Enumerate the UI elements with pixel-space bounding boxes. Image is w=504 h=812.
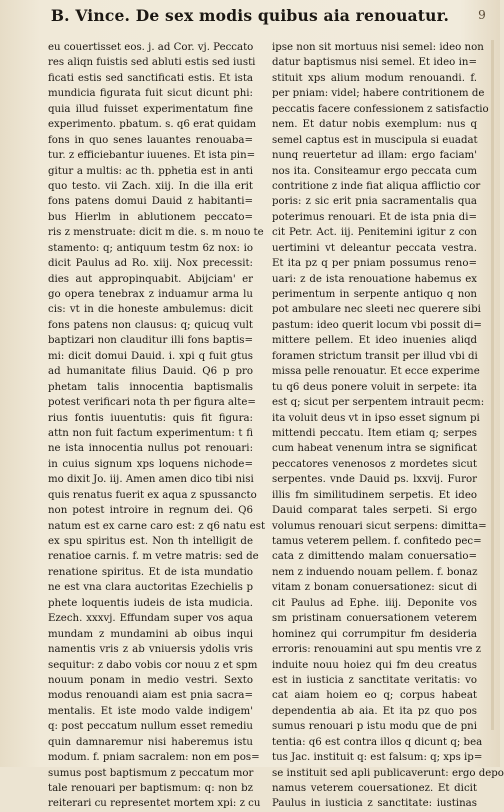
left-column-line: mi: dicit domui Dauid. i. xpi q fuit gtus bbox=[48, 350, 253, 362]
left-column-line: ex spu spiritus est. Non th intelligit de bbox=[48, 536, 253, 547]
signature-mark: 9 bbox=[478, 8, 486, 22]
left-column-line: potest verificari nota th per figura alte= bbox=[48, 397, 256, 409]
right-column-line: vitam z bonam conuersationez: sicut di bbox=[272, 582, 477, 594]
right-column-line: foramen strictum transit per illud vbi di bbox=[272, 350, 478, 362]
right-column-line: cata z dimittendo malam conuersatio= bbox=[272, 551, 477, 563]
right-column-line: est q; sicut per serpentem intrauit pecm: bbox=[272, 397, 485, 409]
right-column-line: volumus renouari sicut serpens: dimitta= bbox=[272, 520, 487, 532]
right-column-line: poterimus renouari. Et de ista pnia di= bbox=[272, 211, 477, 223]
left-column-line: reiterari cu representet mortem xpi: z cu bbox=[48, 798, 261, 810]
right-column-line: mittendi peccatu. Item etiam q; serpes bbox=[272, 427, 477, 439]
right-column-line: dependentia ab aia. Et ita pz quo pos bbox=[272, 705, 477, 717]
right-column-line: sm pristinam conuersationem veterem bbox=[272, 613, 477, 625]
left-column-line: nouum ponam in medio vestri. Sexto bbox=[48, 674, 253, 686]
right-column-line: peccatores venenosos z mordetes sicut bbox=[272, 458, 477, 470]
right-column-line: tus Jac. instituit q: est falsum: q; xps ip= bbox=[272, 752, 483, 764]
right-column-line: est in iusticia z sanctitate veritatis: vo bbox=[272, 674, 477, 686]
left-column-line: attn non fuit factum experimentum: t fi bbox=[48, 427, 253, 439]
left-column-line: bus Hierlm in ablutionem peccato= bbox=[48, 211, 253, 223]
right-column-line: sumus renouari p istu modu que de pni bbox=[272, 721, 477, 733]
right-column-line: ipse non sit mortuus nisi semel: ideo non bbox=[272, 42, 484, 53]
left-column-line: quis renatus fuerit ex aqua z spussancto bbox=[48, 489, 257, 501]
left-column-line: phetam talis innocentia baptismalis bbox=[48, 381, 253, 393]
right-column-line: namus veterem couersationez. Et dicit bbox=[272, 783, 477, 794]
right-column-line: nem z induendo nouam pellem. f. bonaz bbox=[272, 566, 478, 578]
header-title: B. Vince. De sex modis quibus aia renouatur. bbox=[50, 6, 450, 25]
left-column-line: ne est vna clara auctoritas Ezechielis p bbox=[48, 582, 253, 594]
right-column-line: per pniam: videl; habere contritionem de bbox=[272, 88, 485, 100]
right-column-line: Et ita pz q per pniam possumus reno= bbox=[272, 258, 477, 270]
right-column-line: pot ambulare nec sleeti nec querere sibi bbox=[272, 304, 481, 316]
right-column-line: cit Petr. Act. iij. Penitemini igitur z con bbox=[272, 227, 477, 239]
left-column-line: sequitur: z dabo vobis cor nouu z et spm bbox=[48, 659, 258, 671]
left-column-line: renatione spiritus. Et de ista mundatio bbox=[48, 566, 253, 578]
running-header bbox=[0, 6, 500, 36]
left-column-line: fons patens domui Dauid z habitanti= bbox=[48, 196, 253, 208]
page-edge-shadow bbox=[491, 40, 494, 730]
right-column-line: illis fm similitudinem serpetis. Et ideo bbox=[272, 489, 477, 501]
right-column-line: nunq reuertetur ad illam: ergo faciam' bbox=[272, 150, 477, 162]
left-column-line: fons in quo senes lauantes renouaba= bbox=[48, 134, 253, 146]
right-column-line: peccatis facere confessionem z satisfactio bbox=[272, 103, 489, 115]
left-column-line: natum est ex carne caro est: z q6 natu est bbox=[48, 520, 266, 532]
left-column-line: ad humanitate filius Dauid. Q6 p pro bbox=[48, 366, 253, 378]
right-column-line: hominez qui corrumpitur fm desideria bbox=[272, 628, 477, 640]
left-column-line: ris z menstruate: dicit m die. s. m nouo te bbox=[48, 227, 264, 239]
left-column-line: tur. z efficiebantur iuuenes. Et ista pin= bbox=[48, 150, 256, 162]
right-column-line: poris: z sic erit pnia sacramentalis qua bbox=[272, 196, 477, 208]
left-column-line: renatioe carnis. f. m vetre matris: sed de bbox=[48, 551, 259, 563]
right-column-line: Paulus in iusticia z sanctitate: iustinas bbox=[272, 798, 477, 810]
right-column-line: induite nouu hoiez qui fm deu creatus bbox=[272, 659, 477, 671]
left-column-line: sumus post baptismum z peccatum mor bbox=[48, 767, 254, 779]
left-column-line: baptizari non clauditur illi fons baptis= bbox=[48, 335, 253, 347]
right-column-line: se instituit sed apli publicaverunt: ergo depo bbox=[272, 767, 504, 779]
left-column-line: experimento. pbatum. s. q6 erat quidam bbox=[48, 119, 256, 131]
left-column-line: cis: vt in die honeste ambulemus: dicit bbox=[48, 304, 253, 316]
right-column-line: ita voluit deus vt in ipso esset signum pi bbox=[272, 412, 480, 424]
right-column-line: cum habeat venenum intra se significat bbox=[272, 443, 477, 455]
left-column-line: quia illud fuisset experimentatum fine bbox=[48, 103, 253, 115]
left-column-line: namentis vris z ab vniuersis ydolis vris bbox=[48, 644, 253, 656]
left-column-line: q: post peccatum nullum esset remediu bbox=[48, 721, 253, 733]
left-column-line: res aliqn fuistis sed abluti estis sed iusti bbox=[48, 57, 256, 69]
right-column-line: nem. Et datur nobis exemplum: nus q bbox=[272, 119, 477, 131]
right-column-line: uari: z de ista renouatione habemus ex bbox=[272, 273, 477, 285]
right-column-line: tamus veterem pellem. f. confitedo pec= bbox=[272, 536, 482, 547]
right-column-line: semel captus est in muscipula si euadat bbox=[272, 134, 478, 146]
right-column bbox=[272, 40, 504, 810]
right-column-line: stituit xps alium modum renouandi. f. bbox=[272, 72, 477, 84]
left-column-line: go opera tenebrax z induamur arma lu bbox=[48, 289, 253, 300]
right-column-line: tentia: q6 est contra illos q dicunt q; bea bbox=[272, 736, 483, 748]
left-column-line: rius fontis iuuentutis: quis fit figura: bbox=[48, 412, 253, 424]
right-column-line: tu q6 deus ponere voluit in serpete: ita bbox=[272, 381, 477, 393]
left-column-line: quin damnaremur nisi haberemus istu bbox=[48, 736, 253, 748]
right-column-line: datur baptismus nisi semel. Et ideo in= bbox=[272, 57, 477, 69]
right-column-line: mittere pellem. Et ideo inuenies aliqd bbox=[272, 335, 477, 347]
left-column-line: dies aut appropinquabit. Abijciam' er bbox=[48, 273, 253, 285]
right-column-line: uertimini vt deleantur peccata vestra. bbox=[272, 242, 477, 254]
left-column-line: quo testo. vii Zach. xiij. In die illa erit bbox=[48, 180, 253, 192]
left-column-line: tale renouari per baptismum: q: non bz bbox=[48, 783, 253, 794]
right-column-line: serpentes. vnde Dauid ps. lxxvij. Furor bbox=[272, 474, 477, 486]
left-column-line: modus renouandi aiam est pnia sacra= bbox=[48, 690, 253, 702]
right-column-line: erroris: renouamini aut spu mentis vre z bbox=[272, 644, 481, 656]
left-column-line: dicit Paulus ad Ro. xiij. Nox precessit: bbox=[48, 258, 253, 270]
right-column-line: cat aiam hoiem eo q; corpus habeat bbox=[272, 690, 477, 702]
left-column bbox=[48, 40, 266, 810]
right-column-line: missa pelle renouatur. Et ecce experime bbox=[272, 366, 480, 378]
right-column-line: pastum: ideo querit locum vbi possit di= bbox=[272, 319, 482, 331]
right-column-line: cit Paulus ad Ephe. iiij. Deponite vos bbox=[272, 597, 477, 609]
left-column-line: mundicia figurata fuit sicut dicunt phi: bbox=[48, 88, 253, 100]
left-column-line: fons patens non clausus: q; quicuq vult bbox=[48, 319, 253, 331]
right-column-line: contritione z inde fiat aliqua afflictio cor bbox=[272, 180, 481, 192]
left-column-line: Ezech. xxxvj. Effundam super vos aqua bbox=[48, 613, 253, 625]
right-column-line: Dauid comparat tales serpeti. Si ergo bbox=[272, 505, 477, 517]
left-column-line: in cuius signum xps loquens nichode= bbox=[48, 458, 253, 470]
left-column-line: non potest introire in regnum dei. Q6 bbox=[48, 505, 253, 517]
right-column-line: perimentum in serpente antiquo q non bbox=[272, 289, 477, 300]
left-column-line: gitur a multis: ac th. pphetia est in anti bbox=[48, 165, 253, 177]
left-column-line: stamento: q; antiquum testm 6z nox: io bbox=[48, 242, 253, 254]
left-column-line: ficati estis sed sanctificati estis. Et ista bbox=[48, 72, 253, 84]
left-column-line: eu couertisset eos. j. ad Cor. vj. Peccato bbox=[48, 42, 254, 53]
left-column-line: mentalis. Et iste modo valde indigem' bbox=[48, 705, 253, 717]
left-column-line: ne ista innocentia nullus pot renouari: bbox=[48, 443, 253, 455]
left-column-line: phete loquentis iudeis de ista mudicia. bbox=[48, 597, 253, 609]
left-column-line: modum. f. pniam sacralem: non em pos= bbox=[48, 752, 260, 764]
left-column-line: mundam z mundamini ab oibus inqui bbox=[48, 628, 253, 640]
left-column-line: mo dixit Jo. iij. Amen amen dico tibi nisi bbox=[48, 474, 254, 486]
right-column-line: nos ita. Consiteamur ergo peccata cum bbox=[272, 165, 477, 177]
